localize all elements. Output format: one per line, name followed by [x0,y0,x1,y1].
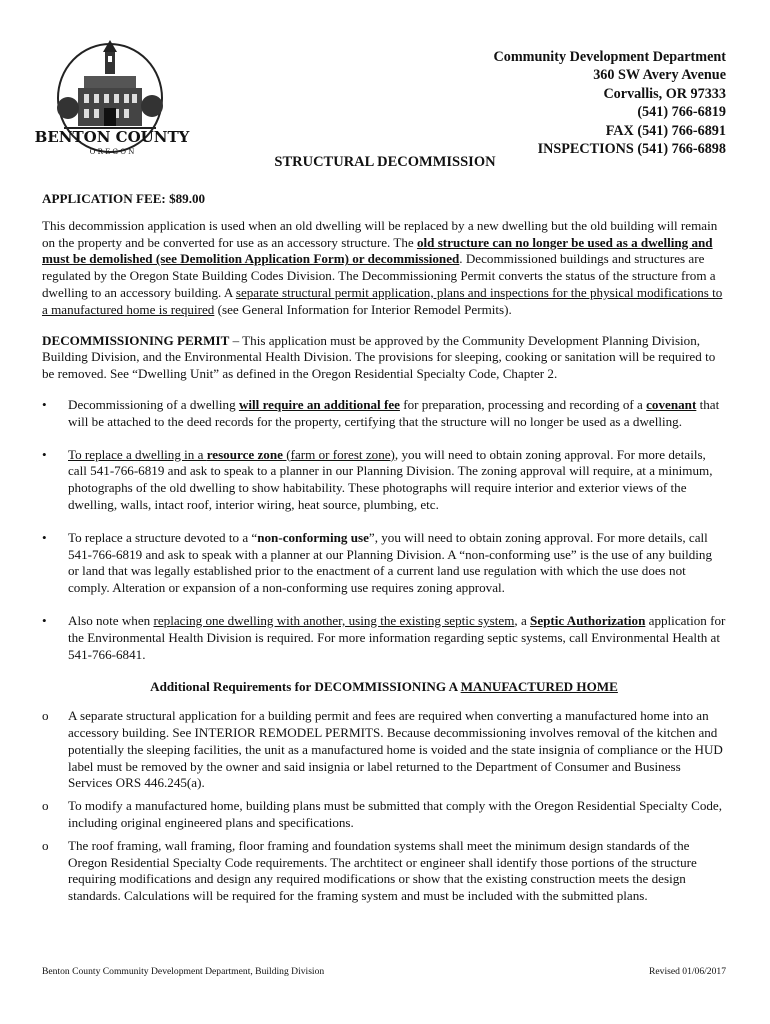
list-item: o The roof framing, wall framing, floor framing and foundation systems shall meet the minimum design standards of the Oregon Residential Specialty Code requirements. The archtitect or engineer shall identify those portions of the structure requiring modifications and design any required modifications or show that the existing construction meets the design standards. Calculations will be required for the framing system and must be included with the submitted plans. [42,837,697,904]
bullet-marker: • [42,446,47,462]
address-line: 360 SW Avery Avenue [593,67,726,84]
svg-text:O R E G O N: O R E G O N [89,148,135,156]
address-line: Community Development Department [493,49,726,65]
page-footer [42,966,726,977]
list-item: o To modify a manufactured home, building plans must be submitted that comply with the Oregon Residential Specialty Code, including original engineered plans and specifications. [42,798,723,830]
footer-revision-date: Revised 01/06/2017 [648,966,726,977]
requirements-list [42,708,726,905]
list-item: • Also note when replacing one dwelling with another, using the existing septic system, a Septic Authorization application for the Environmental Health Division is required. For more information regarding septic systems, call Environmental Health at 541-766-6841. [42,612,726,662]
address-line: FAX (541) 766-6891 [605,122,726,139]
courthouse-seal-icon [34,36,190,164]
address-line: (541) 766-6819 [637,104,726,121]
footer-department: Benton County Community Development Department, Building Division [42,966,325,977]
department-address [494,48,726,158]
bullet-marker: • [42,612,47,628]
application-fee: APPLICATION FEE: $89.00 [42,191,206,206]
intro-paragraph: This decommission application is used when an old dwelling will be replaced by a new dwelling but the old building will remain on the property and be converted for use as an accessory structure. The old structure can no longer be used as a dwelling and must be demolished (see Demolition Application Form) or decommissioned. Decommissioned buildings and structures are regulated by the Oregon State Building Codes Division. The Decommissioning Permit converts the status of the structure from a dwelling to an accessory building. A separate structural permit application, plans and inspections for the physical modifications to a manufactured home is required (see General Information for Interior Remodel Permits). [42,217,723,317]
bullet-marker: • [42,529,47,545]
list-item: • To replace a dwelling in a resource zone (farm or forest zone), you will need to obtain zoning approval. For more details, call 541-766-6819 and ask to speak to a planner in our Planning Division. The zoning approval will require, at a minimum, photographs of the old dwelling to show habitability. These photographs will require interior and exterior views of the dwelling, walls, intact roof, interior wiring, heat source, plumbing, etc. [42,446,713,512]
list-item: • Decommissioning of a dwelling will require an additional fee for preparation, processing and recording of a covenant that will be attached to the deed records for the property, certifying that the structure will no longer be used as a dwelling. [42,396,720,429]
list-item: • To replace a structure devoted to a “non-conforming use”, you will need to obtain zoning approval. For more details, call 541-766-6819 and ask to speak with a planner at our Planning Division. A “non-conforming use” is the use of any building or land that was legally established prior to the enactment of a current land use regulation with which the use does not comply. Alteration or expansion of a non-conforming use requires zoning approval. [42,529,713,596]
benton-county-logo [34,36,190,164]
circle-marker: o [42,708,49,724]
circle-marker: o [42,798,49,814]
manufactured-home-heading: Additional Requirements for DECOMMISSIONING A MANUFACTURED HOME [150,679,618,695]
list-item: o A separate structural application for a building permit and fees are required when converting a manufactured home into an accessory building. See INTERIOR REMODEL PERMITS. Because decommissioning involves removal of the kitchen and potentially the sleeping facilities, the unit as a manufactured home is voided and the state insignia of compliance or the HUD label must be removed by the owner and said insignia or label returned to the Department of Consumer and Business Services ORS 446.245(a). [42,708,723,791]
address-line: INSPECTIONS (541) 766-6898 [537,141,726,158]
address-line: Corvallis, OR 97333 [603,85,726,102]
circle-marker: o [42,837,49,853]
page-title: STRUCTURAL DECOMMISSION [274,154,496,170]
bullet-list [42,397,726,663]
bullet-marker: • [42,396,47,412]
svg-text:BENTON COUNTY: BENTON COUNTY [34,128,190,146]
document-body [42,191,726,905]
permit-paragraph: DECOMMISSIONING PERMIT – This application must be approved by the Community Development Planning Division, Building Division, and the Environmental Health Division. The provisions for sleeping, cooking or sanitation will be required to be removed. See “Dwelling Unit” as defined in the Oregon Residential Specialty Code, Chapter 2. [42,332,716,382]
